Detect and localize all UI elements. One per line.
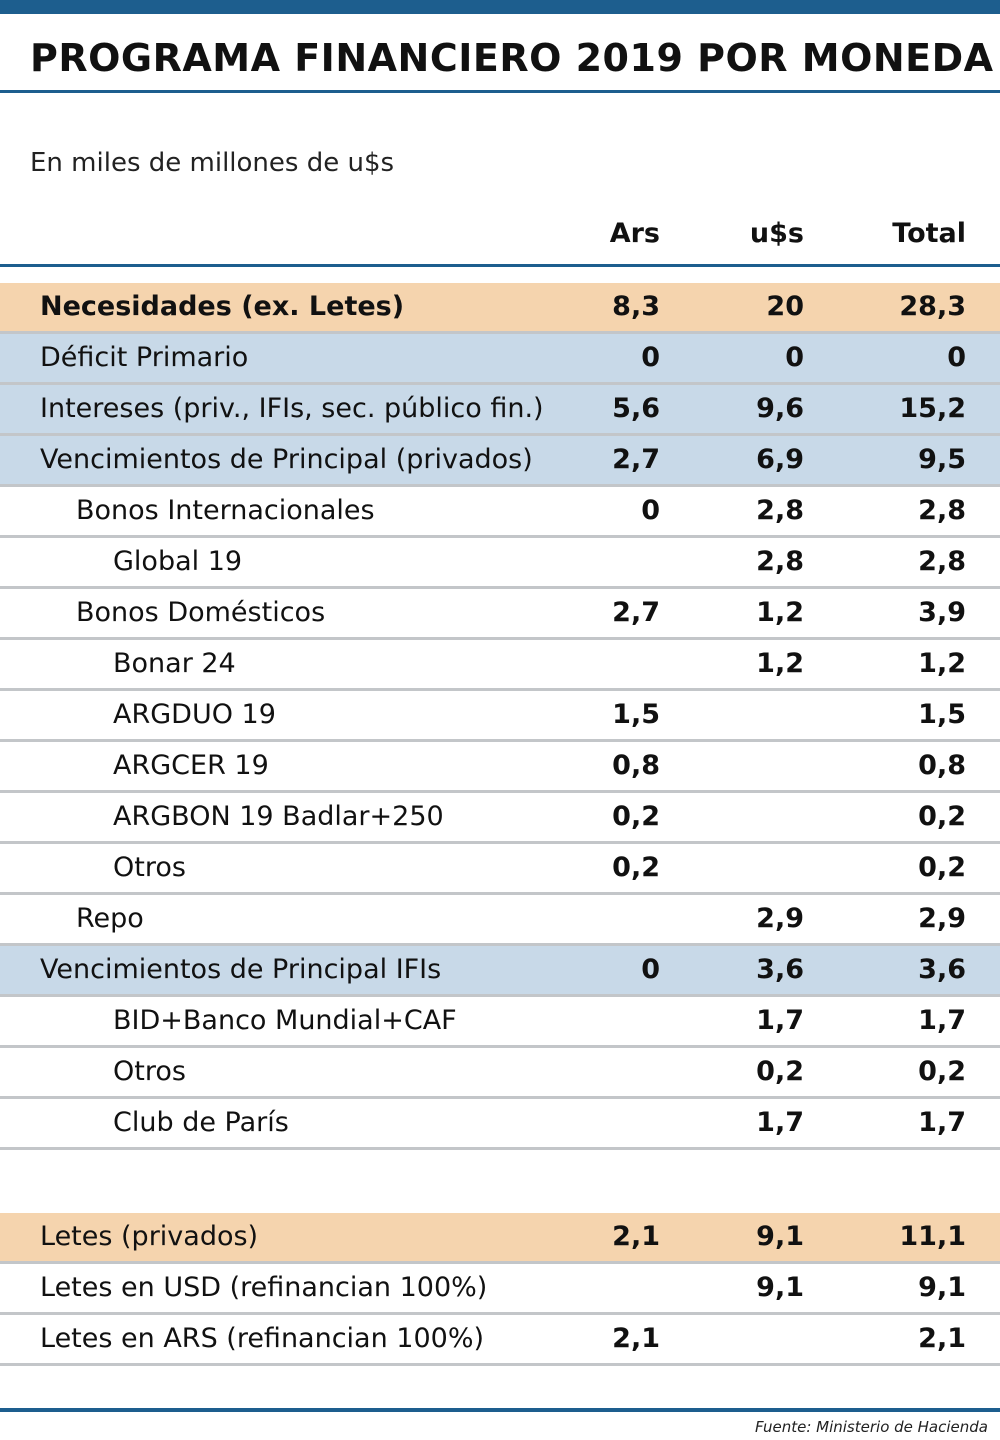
- cell-total: 1,5: [918, 699, 966, 730]
- row-label: Letes en ARS (refinancian 100%): [40, 1323, 485, 1354]
- column-header-total: Total: [892, 218, 966, 249]
- cell-ars: 5,6: [612, 393, 660, 424]
- row-label: Club de París: [113, 1107, 289, 1138]
- table-row: [0, 538, 1000, 589]
- cell-ars: 2,7: [612, 444, 660, 475]
- column-header-ars: Ars: [609, 218, 660, 249]
- cell-total: 2,8: [918, 546, 966, 577]
- cell-usd: 3,6: [756, 954, 804, 985]
- top-accent-bar: [0, 0, 1000, 14]
- cell-total: 15,2: [899, 393, 966, 424]
- table-row: [0, 997, 1000, 1048]
- source-note: Fuente: Ministerio de Hacienda: [754, 1418, 988, 1436]
- row-label: Vencimientos de Principal IFIs: [40, 954, 442, 985]
- column-header-usd: u$s: [749, 218, 804, 249]
- cell-usd: 1,2: [756, 648, 804, 679]
- chart-subtitle: En miles de millones de u$s: [30, 148, 395, 178]
- table-row: [0, 691, 1000, 742]
- cell-total: 2,9: [918, 903, 966, 934]
- row-label: Letes en USD (refinancian 100%): [40, 1272, 488, 1303]
- table-row: [0, 1264, 1000, 1315]
- cell-usd: 1,7: [756, 1005, 804, 1036]
- cell-usd: 6,9: [756, 444, 804, 475]
- cell-ars: 0,8: [612, 750, 660, 781]
- table-row: [0, 844, 1000, 895]
- table-row: [0, 334, 1000, 385]
- table-row: [0, 640, 1000, 691]
- cell-ars: 0,2: [612, 852, 660, 883]
- cell-usd: 0,2: [756, 1056, 804, 1087]
- table-row: [0, 436, 1000, 487]
- row-label: Necesidades (ex. Letes): [40, 291, 405, 322]
- row-label: Bonos Internacionales: [76, 495, 375, 526]
- cell-usd: 2,9: [756, 903, 804, 934]
- table-row: [0, 946, 1000, 997]
- cell-usd: 1,2: [756, 597, 804, 628]
- cell-total: 9,5: [918, 444, 966, 475]
- row-label: Déficit Primario: [40, 342, 249, 373]
- cell-total: 2,8: [918, 495, 966, 526]
- row-label: ARGDUO 19: [113, 699, 276, 730]
- cell-usd: 2,8: [756, 495, 804, 526]
- table-row: [0, 1099, 1000, 1150]
- cell-total: 3,9: [918, 597, 966, 628]
- cell-ars: 1,5: [612, 699, 660, 730]
- bottom-divider: [0, 1408, 1000, 1412]
- row-label: Global 19: [113, 546, 243, 577]
- row-label: Otros: [113, 852, 186, 883]
- cell-ars: 0: [641, 954, 660, 985]
- title-divider: [0, 90, 1000, 93]
- cell-ars: 0,2: [612, 801, 660, 832]
- cell-total: 0: [947, 342, 966, 373]
- cell-total: 3,6: [918, 954, 966, 985]
- table-row: [0, 589, 1000, 640]
- cell-ars: 2,7: [612, 597, 660, 628]
- cell-total: 1,2: [918, 648, 966, 679]
- cell-usd: 9,6: [756, 393, 804, 424]
- table-row: [0, 487, 1000, 538]
- cell-total: 1,7: [918, 1107, 966, 1138]
- row-label: Otros: [113, 1056, 186, 1087]
- table-row: [0, 742, 1000, 793]
- cell-usd: 9,1: [756, 1221, 804, 1252]
- cell-total: 0,2: [918, 852, 966, 883]
- row-label: Bonar 24: [113, 648, 236, 679]
- cell-usd: 1,7: [756, 1107, 804, 1138]
- cell-total: 1,7: [918, 1005, 966, 1036]
- chart-title: PROGRAMA FINANCIERO 2019 POR MONEDA: [30, 36, 994, 80]
- row-label: BID+Banco Mundial+CAF: [113, 1005, 457, 1036]
- cell-ars: 0: [641, 342, 660, 373]
- row-label: Bonos Domésticos: [76, 597, 326, 628]
- cell-total: 11,1: [899, 1221, 966, 1252]
- table-row: [0, 895, 1000, 946]
- table-header: [0, 210, 1000, 265]
- cell-total: 9,1: [918, 1272, 966, 1303]
- table-row: [0, 793, 1000, 844]
- row-label: ARGBON 19 Badlar+250: [113, 801, 444, 832]
- table-row: [0, 283, 1000, 334]
- table-row: [0, 1048, 1000, 1099]
- cell-ars: 2,1: [612, 1221, 660, 1252]
- cell-total: 2,1: [918, 1323, 966, 1354]
- cell-total: 0,8: [918, 750, 966, 781]
- cell-ars: 0: [641, 495, 660, 526]
- table-row: [0, 1213, 1000, 1264]
- row-label: Letes (privados): [40, 1221, 259, 1252]
- cell-ars: 2,1: [612, 1323, 660, 1354]
- table-row: [0, 385, 1000, 436]
- cell-usd: 2,8: [756, 546, 804, 577]
- table-row: [0, 1315, 1000, 1366]
- cell-total: 28,3: [899, 291, 966, 322]
- row-label: ARGCER 19: [113, 750, 269, 781]
- cell-usd: 0: [785, 342, 804, 373]
- header-divider: [0, 264, 1000, 267]
- cell-usd: 20: [766, 291, 804, 322]
- cell-total: 0,2: [918, 1056, 966, 1087]
- row-label: Intereses (priv., IFIs, sec. público fin.): [40, 393, 544, 424]
- row-label: Repo: [76, 903, 144, 934]
- cell-ars: 8,3: [612, 291, 660, 322]
- cell-usd: 9,1: [756, 1272, 804, 1303]
- cell-total: 0,2: [918, 801, 966, 832]
- row-label: Vencimientos de Principal (privados): [40, 444, 533, 475]
